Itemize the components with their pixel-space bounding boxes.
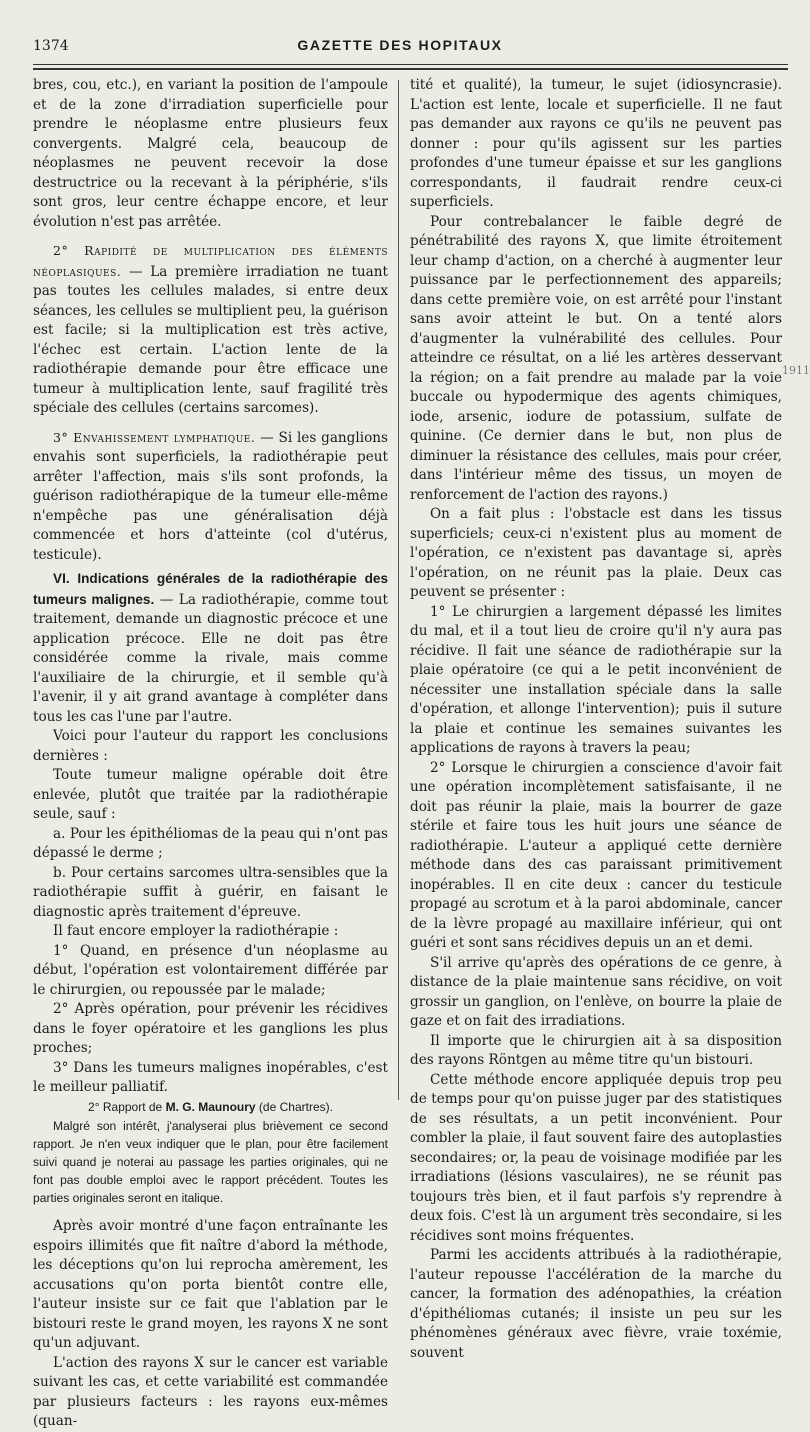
subsection-2 [33, 241, 388, 419]
subsection-2-label: 2° Rapidité de multiplication des éléments néoplasiques. [33, 243, 388, 279]
paragraph-contrebalancer: Pour contrebalancer le faible degré de pénétrabilité des rayons X, que limite étroitement leur champ d'action, on a cherché à augmenter leur puissance par le perfectionnement des appareils; dans cette première voie, on est arrêté pour l'instant sans avoir atteint le but. On a tenté alors d'augmenter la vulnérabilité des cellules. Pour atteindre ce résultat, on a lié les artères desservant la région; on a fait prendre au malade par la voie buccale ou hypodermique des agents chimiques, iode, arsenic, iodure de potassium, sulfate de quinine. (Ce dernier dans le but, non plus de diminuer la résistance des cellules, mais pour créer, dans l'intérieur même des tissus, un moyen de renforcement de l'action des rayons.) [410, 213, 782, 503]
paragraph-sil-arrive: S'il arrive qu'après des opérations de ce genre, à distance de la plaie maintenue sans récidive, on voit grossir un ganglion, on l'enlève, on bourre la plaie de gaze et on fait des irradiations. [410, 954, 782, 1029]
paragraph-cette-methode: Cette méthode encore appliquée depuis trop peu de temps pour qu'on puisse juger par des statistiques de ses résultats, a un petit inconvénient. Pour combler la plaie, il faut souvent faire des autoplasties secondaires; or, la peau de voisinage modifiée par les irradiations (lésions vasculaires), ne se réunit pas toujours très bien, et il faut parfois s'y reprendre à deux fois. C'est là un argument très secondaire, si les récidives sont moins fréquentes. [410, 1071, 782, 1244]
editor-note: Malgré son intérêt, j'analyserai plus brièvement ce second rapport. Je n'en veux indiquer que le plan, pour être facilement suivi quand je noterai au passage les parties originales, qui ne font pas double emploi avec le rapport précédent. Toutes les parties originales seront en italique. [33, 1119, 388, 1205]
header-rule-thick [33, 68, 788, 70]
paragraph-on-a-fait-plus: On a fait plus : l'obstacle est dans les tissus superficiels; ceux-ci n'existent plus au moment de l'opération, ce n'existent pas davantage si, après l'opération, on ne réunit pas la plaie. Deux cas peuvent se présenter : [410, 506, 782, 600]
paragraph-continued: tité et qualité), la tumeur, le sujet (idiosyncrasie). L'action est lente, locale et superficielle. Il ne faut pas demander aux rayons ce qu'ils ne peuvent pas donner : pour qu'ils agissent sur les parties profondes d'une tumeur épaisse et sur les ganglions correspondants, il faudrait rendre ceux-ci superficiels. [410, 77, 782, 210]
report-heading-name: M. G. Maunoury [165, 1099, 256, 1114]
header-rule-thin [33, 64, 788, 65]
subsection-3-text: — Si les ganglions envahis sont superficiels, la radiothérapie peut arrêter l'affection, mais s'ils sont profonds, la guérison radiothérapique de la tumeur elle-même n'empêche pas une généralisation déjà commencée et hors d'atteinte (col d'utérus, testicule). [33, 429, 388, 563]
report-heading-suffix: (de Chartres). [258, 1099, 333, 1114]
subsection-2-text: — La première irradiation ne tuant pas toutes les cellules malades, si entre deux séances, les cellules se multiplient peu, la guérison est facile; si la multiplication est très active, l'échec est certain. L'action lente de la radiothérapie demande pour être efficace une tumeur à multiplication lente, sauf fragilité très spéciale des cellules (certains sarcomes). [33, 263, 389, 416]
paragraph-importe: Il importe que le chirurgien ait à sa disposition des rayons Röntgen au même titre qu'un bistouri. [410, 1032, 782, 1068]
section-6 [33, 569, 388, 727]
subsection-3-label: 3° Envahissement lymphatique. [53, 429, 256, 445]
column-divider [398, 80, 399, 1100]
paragraph-case-2: 2° Lorsque le chirurgien a conscience d'avoir fait une opération incomplètement satisfaisante, il ne doit pas réunir la plaie, mais la bourrer de gaze stérile et faire tous les huit jours une séance de radiothérapie. L'auteur a appliqué cette dernière méthode dans des cas paraissant primitivement inopérables. Il en cite deux : cancer du testicule propagé au scrotum et à la paroi abdominale, cancer de la lèvre propagé au maxillaire inférieur, qui ont guéri et sont sans récidives depuis un an et demi. [410, 759, 782, 951]
right-column [410, 76, 782, 1363]
report-heading-prefix: 2° Rapport de [88, 1099, 163, 1114]
paragraph-encore: Il faut encore employer la radiothérapie : [53, 923, 339, 939]
paragraph-apres: Après avoir montré d'une façon entraînante les espoirs illimités que fit naître d'abord la méthode, les déceptions qu'on lui reprocha amèrement, les accusations qu'on porta bientôt contre elle, l'auteur insiste sur ce fait que l'ablation par le bistouri reste le grand moyen, les rayons X ne sont qu'un adjuvant. [33, 1218, 388, 1351]
section-6-text: — La radiothérapie, comme tout traitement, demande un diagnostic précoce et une application précoce. Elle ne doit pas être considérée comme la rivale, mais comme l'auxiliaire de la chirurgie, et il semble qu'à l'avenir, il y ait grand avantage à compléter dans tous les cas l'une par l'autre. [33, 591, 388, 725]
subsection-3 [33, 428, 388, 566]
paragraph-case-b: b. Pour certains sarcomes ultra-sensibles que la radiothérapie suffit à guérir, en faisant le diagnostic après traitement d'épreuve. [33, 864, 388, 920]
paragraph-intro: bres, cou, etc.), en variant la position de l'ampoule et de la zone d'irradiation superficielle pour prendre le néoplasme entre plusieurs feux convergents. Malgré cela, beaucoup de néoplasmes ne peuvent recevoir la dose destructrice ou la recevant à la périphérie, s'ils sont gros, leur centre échappe encore, et leur évolution n'est pas arrêtée. [33, 77, 388, 230]
paragraph-item-1: 1° Quand, en présence d'un néoplasme au début, l'opération est volontairement différée par le chirurgien, ou repoussée par le malade; [33, 942, 388, 998]
paragraph-item-3: 3° Dans les tumeurs malignes inopérables, c'est le meilleur palliatif. [33, 1059, 388, 1095]
report-heading [33, 1098, 388, 1118]
journal-title: GAZETTE DES HOPITAUX [297, 37, 503, 53]
paragraph-action: L'action des rayons X sur le cancer est variable suivant les cas, et cette variabilité est commandée par plusieurs facteurs : les rayons eux-mêmes (quan- [33, 1354, 388, 1429]
paragraph-case-1: 1° Le chirurgien a largement dépassé les limites du mal, et il a tout lieu de croire qu'il n'y aura pas récidive. Il fait une séance de radiothérapie sur la plaie opératoire (ce qui a le petit inconvénient de nécessiter une installation spéciale dans la salle d'opération, et allonge l'intervention); puis il suture la plaie et continue les semaines suivantes les applications de rayons à travers la peau; [410, 603, 782, 756]
paragraph-item-2: 2° Après opération, pour prévenir les récidives dans le foyer opératoire et les ganglions les plus proches; [33, 1001, 388, 1056]
paragraph-operable: Toute tumeur maligne opérable doit être enlevée, plutôt que traitée par la radiothérapie seule, sauf : [33, 767, 388, 822]
margin-mark: 1911 [782, 364, 810, 377]
paragraph-conclusions: Voici pour l'auteur du rapport les conclusions dernières : [33, 728, 388, 764]
section-6-heading: VI. Indications générales de la radiothérapie des tumeurs malignes. [33, 571, 388, 607]
paragraph-parmi: Parmi les accidents attribués à la radiothérapie, l'auteur repousse l'accélération de la marche du cancer, la formation des adénopathies, la création d'épithéliomas cutanés; il insiste un peu sur les phénomènes généraux avec fièvre, vraie toxémie, souvent [410, 1247, 782, 1361]
paragraph-case-a: a. Pour les épithéliomas de la peau qui n'ont pas dépassé le derme ; [33, 825, 388, 861]
page-number: 1374 [33, 38, 69, 54]
left-column [33, 76, 388, 1432]
